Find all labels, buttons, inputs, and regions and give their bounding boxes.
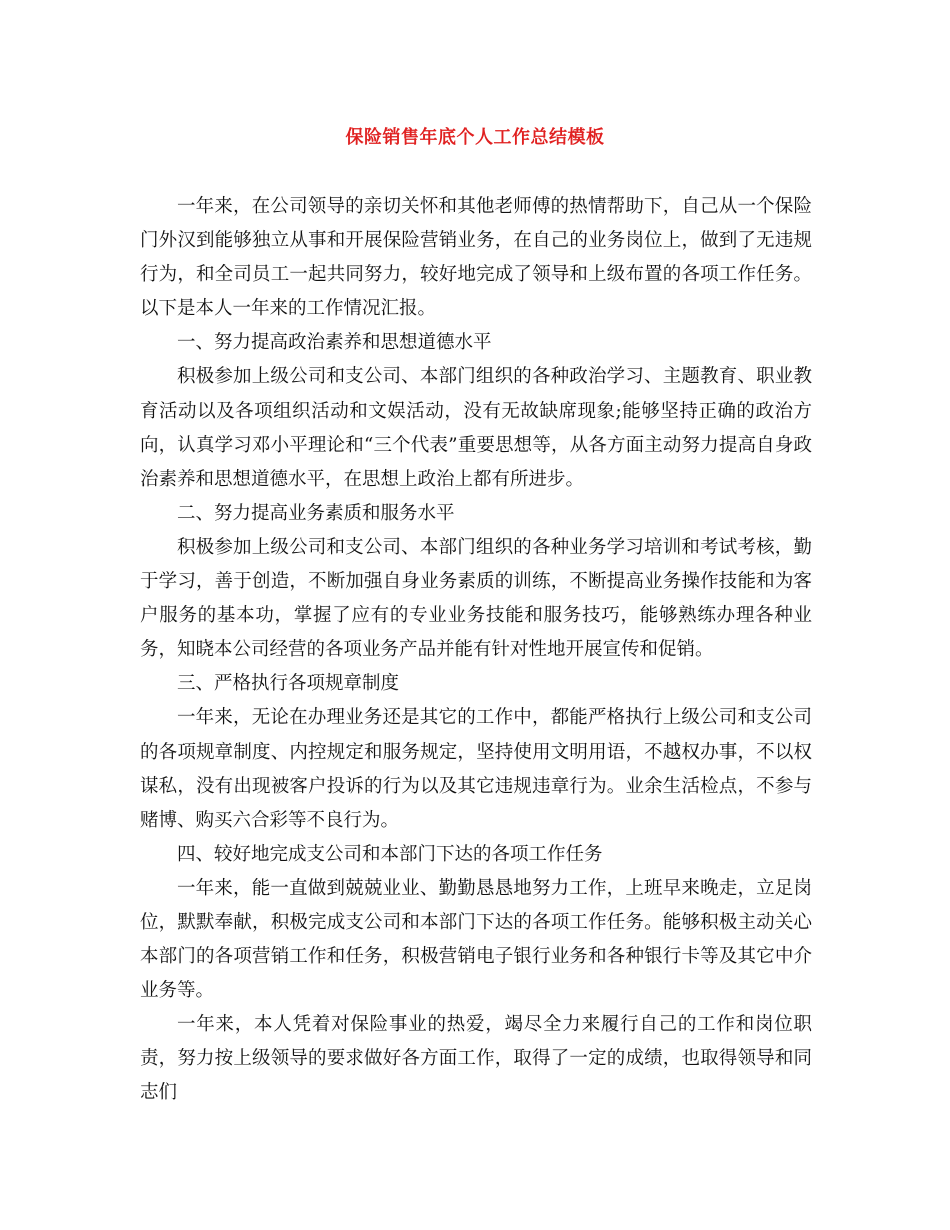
closing-paragraph: 一年来，本人凭着对保险事业的热爱，竭尽全力来履行自己的工作和岗位职责，努力按上级领导的要求做好各方面工作，取得了一定的成绩，也取得领导和同志们: [140, 1014, 812, 1104]
section-paragraph-2: 积极参加上级公司和支公司、本部门组织的各种业务学习培训和考试考核，勤于学习，善于创造，不断加强自身业务素质的训练，不断提高业务操作技能和为客户服务的基本功，掌握了应有的专业业务技能和服务技巧，能够熟练办理各种业务，知晓本公司经营的各项业务产品并能有针对性地开展宣传和促销。: [140, 536, 812, 661]
section-paragraph-3: 一年来，无论在办理业务还是其它的工作中，都能严格执行上级公司和支公司的各项规章制度、内控规定和服务规定，坚持使用文明用语，不越权办事，不以权谋私，没有出现被客户投诉的行为以及其它违规违章行为。业余生活检点，不参与赌博、购买六合彩等不良行为。: [140, 707, 812, 831]
document-title: 保险销售年底个人工作总结模板: [345, 127, 605, 148]
intro-paragraph: 一年来，在公司领导的亲切关怀和其他老师傅的热情帮助下，自己从一个保险门外汉到能够独立从事和开展保险营销业务，在自己的业务岗位上，做到了无违规行为，和全司员工一起共同努力，较好地完成了领导和上级布置的各项工作任务。以下是本人一年来的工作情况汇报。: [140, 196, 812, 320]
section-heading-3: 三、严格执行各项规章制度: [177, 673, 400, 695]
section-heading-4: 四、较好地完成支公司和本部门下达的各项工作任务: [177, 843, 603, 865]
section-paragraph-1: 积极参加上级公司和支公司、本部门组织的各种政治学习、主题教育、职业教育活动以及各项组织活动和文娱活动，没有无故缺席现象;能够坚持正确的政治方向，认真学习邓小平理论和“三个代表”重要思想等，从各方面主动努力提高自身政治素养和思想道德水平，在思想上政治上都有所进步。: [140, 366, 812, 490]
section-paragraph-4: 一年来，能一直做到兢兢业业、勤勤恳恳地努力工作，上班早来晚走，立足岗位，默默奉献，积极完成支公司和本部门下达的各项工作任务。能够积极主动关心本部门的各项营销工作和任务，积极营销电子银行业务和各种银行卡等及其它中介业务等。: [140, 877, 812, 1002]
section-heading-2: 二、努力提高业务素质和服务水平: [177, 502, 455, 524]
document-body: [140, 190, 812, 1111]
section-heading-1: 一、努力提高政治素养和思想道德水平: [177, 332, 492, 354]
